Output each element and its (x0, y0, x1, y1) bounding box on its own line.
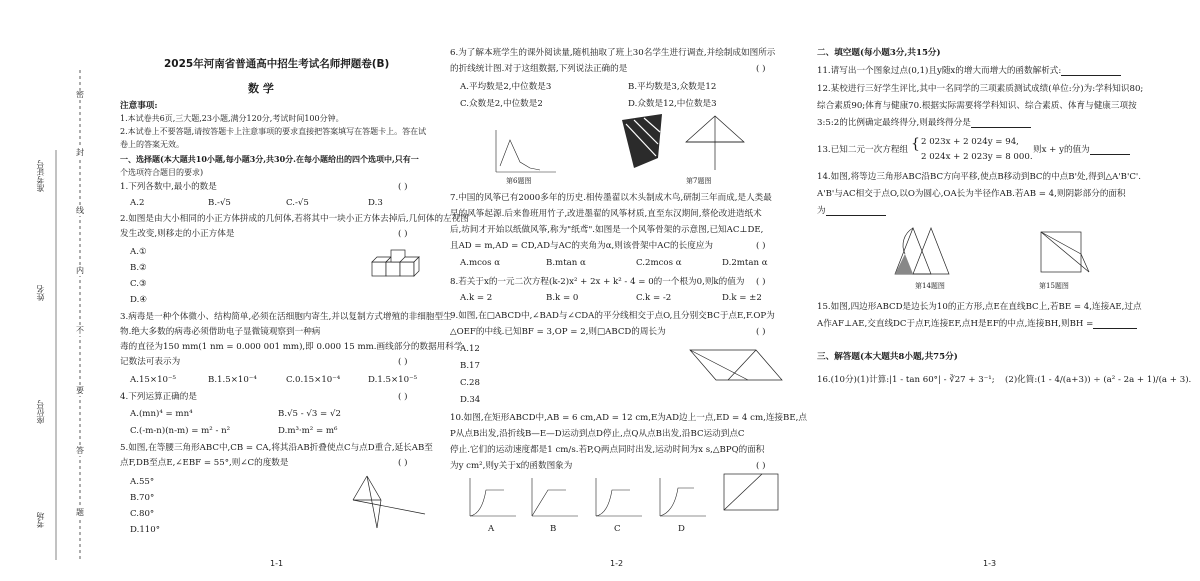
q4-option-d: D.m³·m² = m⁶ (278, 426, 338, 436)
q9-stem-line: 9.如图,在□ABCD中,∠BAD与∠CDA的平分线相交于点O,且分别交BC于点E,F.OP为 (450, 311, 775, 321)
fig15-caption: 第15题图 (1039, 282, 1069, 290)
binding-char: 要 (76, 386, 84, 395)
q6-stem-line: 6.为了解本班学生的课外阅读量,随机抽取了班上30名学生进行调查,并绘制成如图所示 (450, 48, 776, 58)
q12-answer-blank[interactable] (971, 119, 1031, 128)
q2-option-a: A.① (130, 247, 147, 257)
q13-stem-tail: 则x + y的值为 (1033, 145, 1130, 155)
q1-option-c: C.-√5 (286, 198, 309, 208)
q14-stem-line: 14.如图,将等边三角形ABC沿BC方向平移,使点B移动到BC的中点B'处,得到△A'B'C'. (817, 172, 1141, 182)
q6-answer-paren: ( ) (756, 64, 766, 74)
q12-stem-line: 3:5:2的比例确定最终得分,则最终得分是 (817, 118, 1031, 128)
q4-option-c: C.(-m-n)(n-m) = m² - n² (130, 426, 231, 436)
q3-option-c: C.0.15×10⁻⁴ (286, 375, 341, 385)
q9-stem-line: △OEF的中线.已知BF = 3,OP = 2,则□ABCD的周长为 (450, 327, 666, 337)
q5-option-a: A.55° (130, 477, 155, 487)
q2-option-c: C.③ (130, 279, 147, 289)
q9-option-d: D.34 (460, 395, 481, 405)
q9-option-b: B.17 (460, 361, 480, 371)
note-line: 2.本试卷上不要答题,请按答题卡上注意事项的要求直接把答案填写在答题卡上。答在试 (120, 127, 427, 136)
q10-stem-line: 10.如图,在矩形ABCD中,AB = 6 cm,AD = 12 cm,E为AD边上一点,ED = 4 cm,连接BE,点 (450, 413, 807, 423)
q14-answer-blank[interactable] (826, 207, 886, 216)
q7-stem-line: 早的风筝起源.后来鲁班用竹子,改进墨翟的风筝材质,直至东汉期间,蔡伦改进造纸术 (450, 209, 762, 219)
q10-stem-line: 停止.它们的运动速度都是1 cm/s.若P,Q两点同时出发,运动时间为x s,△BPQ的面积 (450, 445, 765, 455)
q5-option-b: B.70° (130, 493, 155, 503)
q1-answer-paren: ( ) (398, 182, 408, 192)
q1-option-d: D.3 (368, 198, 383, 208)
q15-stem-line: A作AF⊥AE,交直线DC于点F,连接EF,点H是EF的中点,连接BH,则BH = (817, 319, 1137, 329)
q4-stem: 4.下列运算正确的是 (120, 392, 197, 402)
q2-option-d: D.④ (130, 295, 148, 305)
q7-stem-line: 后,坊间才开始以纸做风筝,称为"纸鸢".如图是一个风筝骨架的示意图,已知AC⊥DE, (450, 225, 764, 235)
q7-answer-paren: ( ) (756, 241, 766, 251)
q13-answer-blank[interactable] (1090, 146, 1130, 155)
q8-option-c: C.k = -2 (636, 293, 672, 303)
q6-stem-line: 的折线统计图.对于这组数据,下列说法正确的是 (450, 64, 628, 74)
q10-option-b: B (550, 524, 557, 534)
q10-option-d-graph (654, 476, 710, 520)
q10-stem-line: P从点B出发,沿折线B—E—D运动到点D停止,点Q从点B出发,沿BC运动到点C (450, 429, 745, 439)
section-2-heading: 二、填空题(每小题3分,共15分) (817, 48, 941, 58)
q5-stem-line: 点F,DB至点E,∠EBF = 55°,则∠C的度数是 (120, 458, 289, 468)
binding-strip (0, 0, 120, 581)
fig6-caption: 第6题图 (506, 177, 532, 185)
q13-stem: 13.已知二元一次方程组 (817, 145, 909, 155)
note-line: 1.本试卷共6页,三大题,23小题,满分120分,考试时间100分钟。 (120, 114, 344, 123)
q7-kite-photo (618, 112, 670, 172)
q7-option-c: C.2mcos α (636, 258, 682, 268)
q5-fold-figure (345, 470, 435, 532)
q8-answer-paren: ( ) (756, 277, 766, 287)
page-number: 1-3 (983, 559, 997, 569)
q14-stem-line: A'B'与AC相交于点O,以O为圆心,OA长为半径作AB.若AB = 4,则阴影部分的面积 (817, 189, 1126, 199)
q7-stem-line: 7.中国的风筝已有2000多年的历史.相传墨翟以木头制成木鸟,研制三年而成,是人类最 (450, 193, 772, 203)
q4-option-b: B.√5 - √3 = √2 (278, 409, 341, 419)
q4-answer-paren: ( ) (398, 392, 408, 402)
q14-stem-line: 为 (817, 206, 886, 216)
q15-square-figure (1027, 226, 1107, 280)
q10-answer-paren: ( ) (756, 461, 766, 471)
q3-stem-line: 3.病毒是一种个体微小、结构简单,必须在活细胞内寄生,并以复制方式增殖的非细胞型生 (120, 312, 452, 322)
q16-part-1: 16.(10分)(1)计算:|1 - tan 60°| - ∛27 + 3⁻¹; (817, 375, 995, 385)
page-number: 1-1 (270, 559, 284, 569)
binding-char: 不 (76, 326, 84, 335)
q7-option-d: D.2mtan α (722, 258, 768, 268)
q8-option-b: B.k = 0 (546, 293, 579, 303)
q11-stem: 11.请写出一个图象过点(0,1)且y随x的增大而增大的函数解析式: (817, 66, 1121, 76)
page-2 (450, 0, 807, 581)
q10-rectangle-figure (720, 470, 782, 516)
q5-answer-paren: ( ) (398, 458, 408, 468)
binding-char: 线 (76, 206, 84, 215)
q15-answer-blank[interactable] (1093, 320, 1137, 329)
q2-option-b: B.② (130, 263, 147, 273)
q2-stem-line: 2.如图是由大小相同的小正方体拼成的几何体,若将其中一块小正方体去掉后,几何体的左视图 (120, 214, 469, 224)
seat-number-label: 座位号 (36, 400, 45, 424)
q10-option-c: C (614, 524, 621, 534)
q6-line-chart (490, 128, 560, 176)
binding-char: 内 (76, 266, 84, 275)
q7-kite-frame-figure (680, 112, 750, 172)
notes-title: 注意事项: (120, 101, 158, 111)
q13-equation-2: 2 024x + 2 023y = 8 000. (921, 152, 1033, 162)
q9-option-a: A.12 (460, 344, 480, 354)
q11-answer-blank[interactable] (1061, 67, 1121, 76)
q5-stem-line: 5.如图,在等腰三角形ABC中,CB = CA,将其沿AB折叠使点C与点D重合,延长AB至 (120, 443, 433, 453)
q8-option-a: A.k = 2 (460, 293, 493, 303)
q8-option-d: D.k = ±2 (722, 293, 762, 303)
q6-option-d: D.众数是12,中位数是3 (628, 99, 717, 109)
q13-equation-1: 2 023x + 2 024y = 94, (921, 137, 1019, 147)
q3-answer-paren: ( ) (398, 357, 408, 367)
q6-option-a: A.平均数是2,中位数是3 (460, 82, 552, 92)
q3-option-b: B.1.5×10⁻⁴ (208, 375, 257, 385)
q10-option-d: D (678, 524, 685, 534)
q6-option-b: B.平均数是3,众数是12 (628, 82, 717, 92)
q5-option-c: C.80° (130, 509, 155, 519)
q8-stem: 8.若关于x的一元二次方程(k-2)x² + 2x + k² - 4 = 0的一个根为0,则k的值为 (450, 277, 745, 287)
section-3-heading: 三、解答题(本大题共8小题,共75分) (817, 352, 958, 362)
q2-stem-line: 发生改变,则移走的小正方体是 (120, 229, 235, 239)
exam-room-label: 考场 (36, 512, 45, 528)
q16-part-2: (2)化简:(1 - 4/(a+3)) ÷ (a² - 2a + 1)/(a + 3). (1005, 375, 1192, 385)
q12-stem-line: 12.某校进行三好学生评比,其中一名同学的三项素质测试成绩(单位:分)为:学科知识80; (817, 84, 1144, 94)
page-3 (805, 0, 1195, 581)
q6-option-c: C.众数是2,中位数是2 (460, 99, 543, 109)
page-1 (120, 0, 469, 581)
q12-stem-line: 综合素质90;体育与健康70.根据实际需要将学科知识、综合素质、体育与健康三项按 (817, 101, 1137, 111)
fig7-caption: 第7题图 (686, 177, 712, 185)
q15-stem-line: 15.如图,四边形ABCD是边长为10的正方形,点E在直线BC上,若BE = 4,连接AE,过点 (817, 302, 1142, 312)
q10-stem-line: 为y cm²,则y关于x的函数图象为 (450, 461, 573, 471)
q9-option-c: C.28 (460, 378, 480, 388)
q10-option-a: A (488, 524, 495, 534)
q9-parallelogram-figure (686, 344, 786, 386)
q2-cubes-figure (368, 246, 428, 286)
q10-option-b-graph (526, 476, 582, 520)
q10-option-c-graph (590, 476, 646, 520)
q4-option-a: A.(mn)⁴ = mn⁴ (130, 409, 193, 419)
q9-answer-paren: ( ) (756, 327, 766, 337)
q7-stem-line: 且AD = m,AD = CD,AD与AC的夹角为α,则该骨架中AC的长度应为 (450, 241, 713, 251)
binding-char: 密 (76, 90, 84, 99)
q1-stem: 1.下列各数中,最小的数是 (120, 182, 217, 192)
section-1-heading: 一、选择题(本大题共10小题,每小题3分,共30分.在每小题给出的四个选项中,只有一 (120, 154, 419, 164)
q14-triangle-figure (891, 222, 981, 280)
q3-stem-line: 记数法可表示为 (120, 357, 181, 367)
q7-option-b: B.mtan α (546, 258, 586, 268)
fig14-caption: 第14题图 (915, 282, 945, 290)
name-label: 姓名 (36, 285, 45, 301)
binding-char: 答 (76, 446, 84, 455)
exam-title: 2025年河南省普通高中招生考试名师押题卷(B) (164, 58, 390, 70)
q13-brace: { (911, 136, 920, 152)
note-line: 卷上的答案无效。 (120, 140, 184, 149)
q5-option-d: D.110° (130, 525, 161, 535)
binding-lines (0, 0, 120, 581)
section-1-heading-cont: 个选项符合题目的要求) (120, 168, 204, 177)
q3-stem-line: 物.绝大多数的病毒必须借助电子显微镜观察到一种病 (120, 327, 321, 337)
binding-char: 封 (76, 148, 84, 157)
q2-answer-paren: ( ) (398, 229, 408, 239)
q1-option-a: A.2 (130, 198, 145, 208)
q3-option-d: D.1.5×10⁻⁵ (368, 375, 418, 385)
page-number: 1-2 (610, 559, 624, 569)
q1-option-b: B.-√5 (208, 198, 231, 208)
q10-option-a-graph (464, 476, 520, 520)
q3-stem-line: 毒的直径为150 mm(1 nm = 0.000 001 mm),即 0.000 15 mm.画线部分的数据用科学 (120, 342, 463, 352)
binding-char: 题 (76, 508, 84, 517)
q3-option-a: A.15×10⁻⁵ (130, 375, 176, 385)
q7-option-a: A.mcos α (460, 258, 501, 268)
exam-number-label: 准考证号 (36, 160, 45, 192)
subject-title: 数 学 (248, 82, 274, 95)
